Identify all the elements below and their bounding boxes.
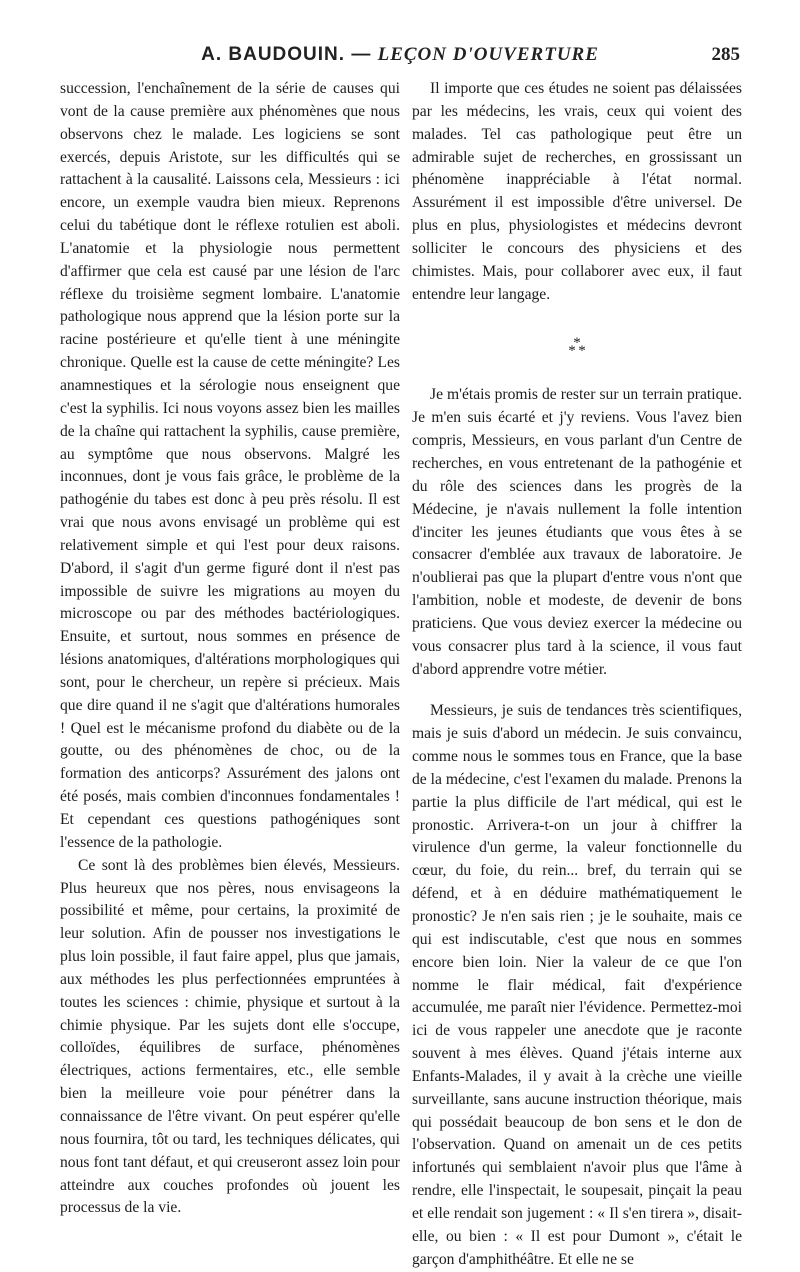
header-author: A. BAUDOUIN. — <box>201 44 372 65</box>
page-number: 285 <box>711 44 740 65</box>
running-header <box>60 44 740 74</box>
right-column <box>412 78 742 1272</box>
paragraph-3: Il importe que ces études ne soient pas délaissées par les médecins, les vrais, ceux qui voient des malades. Tel cas pathologique peut être un admirable sujet de recherches, en grossissant un phénomène inappréciable à l'état normal. Assurément il est impossible d'être universel. De plus en plus, physiologistes et médecins devront solliciter le concours des physiciens et des chimistes. Mais, pour collaborer avec eux, il faut entendre leur langage. <box>412 80 742 303</box>
running-head <box>60 44 740 66</box>
asterism-star: * <box>578 343 586 360</box>
paragraph-1: succession, l'enchaînement de la série de causes qui vont de la cause première aux phénomènes que nous observons chez le malade. Les logiciens se sont exercés, depuis Aristote, sur les difficultés qui se rattachent à la causalité. Laissons cela, Messieurs : ici encore, un exemple vaudra bien mieux. Reprenons celui du tabétique dont le réflexe rotulien est aboli. L'anatomie et la physiologie nous permettent d'affirmer que cela est causé par une lésion de l'arc réflexe du troisième segment lombaire. L'anatomie pathologique nous apprend que la lésion porte sur la racine postérieure et qu'elle tient à une méningite chronique. Quelle est la cause de cette méningite? Les anamnestiques et la sérologie nous enseignent que c'est la syphilis. Ici nous voyons assez bien les mailles de la chaîne qui rattachent la syphilis, cause première, au symptôme que nous observons. Malgré les inconnues, dont je vous fais grâce, le problème de la pathogénie du tabes est donc à peu près résolu. Il est vrai que nous avons envisagé un problème qui est relativement simple et qui l'est pour deux raisons. D'abord, il s'agit d'un germe figuré dont il n'est pas impossible de suivre les migrations au moyen du microscope ou par des méthodes bactériologiques. Ensuite, et surtout, nous sommes en présence de lésions anatomiques, d'altérations morphologiques qui sont, pour le chercheur, un repère si précieux. Mais que dire quand il ne s'agit que d'altérations humorales ! Quel est le mécanisme profond du diabète ou de la goutte, ou des phénomènes de choc, ou de la formation des anticorps? Assurément des jalons ont été posés, mais combien d'inconnues fondamentales ! Et cependant ces questions pathogéniques sont l'essence de la pathologie. <box>60 80 400 851</box>
left-column <box>60 78 400 1220</box>
header-title: LEÇON D'OUVERTURE <box>377 44 599 65</box>
asterism-star: * <box>568 343 576 360</box>
paragraph-4: Je m'étais promis de rester sur un terrain pratique. Je m'en suis écarté et j'y reviens. Vous l'avez bien compris, Messieurs, en vous parlant d'un Centre de recherches, en vous entretenant de la pathogénie et du rôle des sciences dans les progrès de la Médecine, je n'avais nullement la folle intention d'inciter les jeunes étudiants que vous êtes à se consacrer d'emblée aux travaux de laboratoire. Je n'oublierai pas que la plupart d'entre vous n'ont que l'ambition, noble et modeste, de devenir de bons praticiens. Que vous deviez exercer la médecine ou vous consacrer plus tard à la science, il vous faut d'abord apprendre votre métier. <box>412 386 742 678</box>
paragraph-2: Ce sont là des problèmes bien élevés, Messieurs. Plus heureux que nos pères, nous envisageons la possibilité et même, pour certains, la proximité de leur solution. Afin de pousser nos investigations le plus loin possible, il faut faire appel, plus que jamais, aux méthodes les plus perfectionnées empruntées à toutes les sciences : chimie, physique et surtout à la chimie physique. Par les sujets dont elle s'occupe, colloïdes, équilibres de surface, phénomènes électriques, actions fermentaires, etc., elle semble bien la meilleure voie pour pénétrer dans la connaissance de l'être vivant. On peut espérer qu'elle nous fournira, tôt ou tard, les techniques délicates, qui nous font tant défaut, et qui creuseront assez loin pour atteindre aux couches profondes où jouent les processus de la vie. <box>60 856 400 1217</box>
section-asterism <box>412 336 742 358</box>
asterism-star: * <box>573 335 581 352</box>
paragraph-5: Messieurs, je suis de tendances très scientifiques, mais je suis d'abord un médecin. Je suis convaincu, comme nous le sommes tous en France, que la base de la médecine, c'est l'examen du malade. Prenons la partie la plus difficile de l'art médical, qui est le pronostic. Arrivera-t-on un jour à chiffrer la virulence d'un germe, la valeur fonctionnelle du cœur, du foie, du rein... bref, du terrain qui se défend, et à en déduire mathématiquement le pronostic? Je n'en sais rien ; je le souhaite, mais ce qui est indiscutable, c'est que nous en sommes encore bien loin. Nier la valeur de ce que l'on nomme le flair médical, fait d'expérience accumulée, me paraît nier l'évidence. Permettez-moi ici de vous rappeler une anecdote que je raconte souvent à mes élèves. Quand j'étais interne aux Enfants-Malades, il y avait à la crèche une vieille surveillante, sans aucune instruction théorique, mais qui possédait beaucoup de bon sens et le don de l'observation. Quand on amenait un de ces petits infortunés qui semblaient n'avoir plus que l'âme à rendre, elle l'inspectait, le soupesait, pinçait la peau et elle rendait son jugement : « Il s'en tirera », disait-elle, ou bien : « Il est pour Dumont », c'était le garçon d'amphithéâtre. Et elle ne se <box>412 702 742 1268</box>
